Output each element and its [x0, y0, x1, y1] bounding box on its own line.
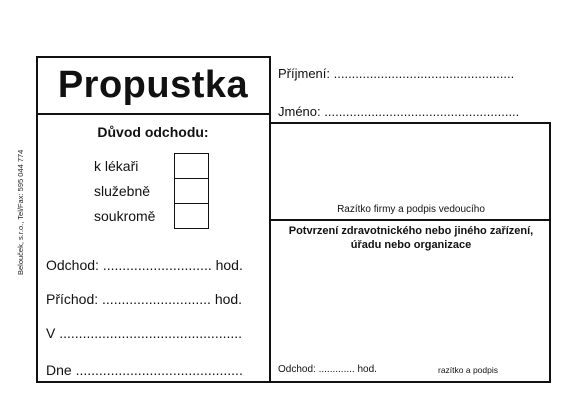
reason-heading: Důvod odchodu: — [97, 124, 209, 140]
company-stamp-label: Razítko firmy a podpis vedoucího — [337, 204, 485, 215]
option-label-business: služebně — [94, 183, 151, 199]
frame-bottom — [36, 381, 551, 383]
option-label-doctor: k lékaři — [94, 158, 139, 174]
checkbox-private[interactable] — [174, 203, 209, 229]
field-odchod[interactable]: Odchod: ............................ hod. — [46, 257, 243, 273]
field-v[interactable]: V ............................................... — [46, 325, 243, 341]
field-prichod[interactable]: Příchod: ............................ hod. — [46, 291, 243, 307]
checkbox-doctor[interactable] — [174, 153, 209, 179]
field-dne[interactable]: Dne ........................................... — [46, 362, 243, 378]
document-title: Propustka — [57, 63, 249, 106]
stamp-signature-label: razítko a podpis — [438, 365, 499, 375]
confirmation-heading: Potvrzení zdravotnického nebo jiného zařízení, úřadu nebo organizace — [288, 225, 534, 251]
field-right-odchod[interactable]: Odchod: ............. hod. — [278, 364, 377, 375]
frame-right-middle — [269, 219, 551, 221]
field-prijmeni[interactable]: Příjmení: .................................................. — [278, 66, 515, 81]
frame-right — [549, 122, 551, 383]
printer-imprint: Belouček, s.r.o., Tel/Fax: 595 044 774 — [16, 149, 25, 275]
checkbox-business[interactable] — [174, 178, 209, 204]
option-label-private: soukromě — [94, 208, 156, 224]
field-jmeno[interactable]: Jméno: ...................................................... — [278, 104, 520, 119]
frame-right-top — [269, 122, 551, 124]
